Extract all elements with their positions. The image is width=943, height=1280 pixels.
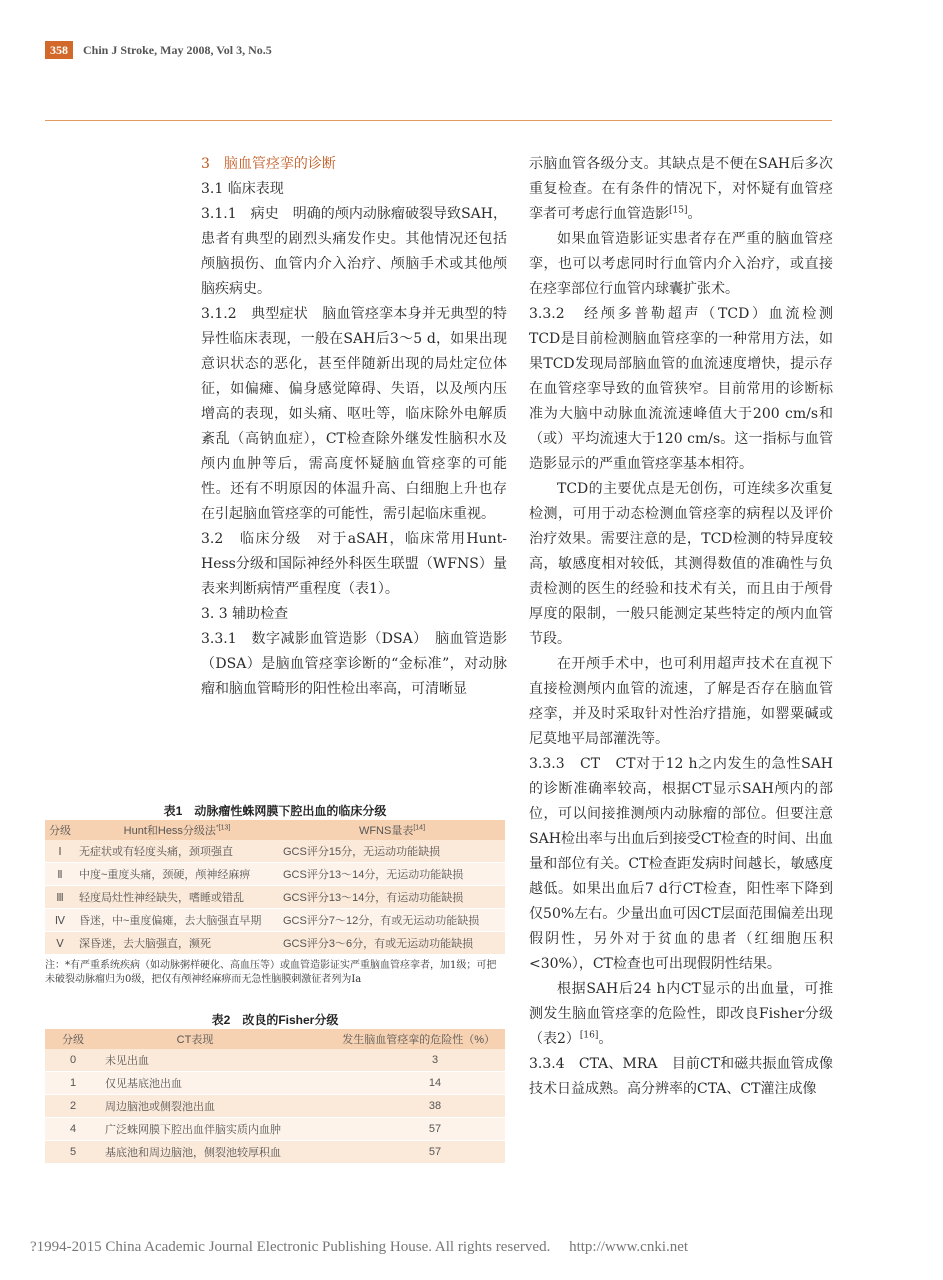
table-cell: Ⅱ [45, 863, 75, 886]
table-cell: 3 [289, 1049, 505, 1072]
table-1-grid [45, 820, 505, 955]
table-2 [45, 1011, 505, 1164]
table-cell: 38 [289, 1095, 505, 1118]
table-cell: 仅见基底池出血 [101, 1072, 289, 1095]
para-tcd-advantages: TCD的主要优点是无创伤，可连续多次重复检测，可用于动态检测血管痉挛的病程以及评价治疗效果。需要注意的是，TCD检测的特异度较高，敏感度相对较低，其测得数值的准确性与负责检测的医生的经验和技术有关，而且由于颅骨厚度的限制，一般只能测定某些特定的颅内血管节段。 [529, 481, 833, 647]
table-row [45, 1072, 505, 1095]
table-cell: 中度~重度头痛，颈硬，颅神经麻痹 [75, 863, 279, 886]
table-cell: 57 [289, 1118, 505, 1141]
ref-16: [16] [579, 1030, 599, 1041]
table-cell: 0 [45, 1049, 101, 1072]
table-cell: GCS评分3～6分，有或无运动功能缺损 [279, 932, 505, 955]
table-cell: 无症状或有轻度头痛，颈项强直 [75, 840, 279, 863]
para-3-3-1: 3.3.1 数字减影血管造影（DSA） 脑血管造影（DSA）是脑血管痉挛诊断的“金标准”，对动脉瘤和脑血管畸形的阳性检出率高，可清晰显 [201, 631, 507, 697]
table-1-note: 注：*有严重系统疾病（如动脉粥样硬化、高血压等）或血管造影证实严重脑血管痉挛者，加1级；可把未破裂动脉瘤归为0级，把仅有颅神经麻痹而无急性脑膜刺激征者列为Ⅰa [45, 960, 497, 985]
table-cell: 深昏迷，去大脑强直，濒死 [75, 932, 279, 955]
table-row [45, 1095, 505, 1118]
para-fisher: 根据SAH后24 h内CT显示的出血量，可推测发生脑血管痉挛的危险性，即改良Fisher分级（表2）[16]。 [529, 981, 833, 1047]
table-cell: 14 [289, 1072, 505, 1095]
table-cell: 广泛蛛网膜下腔出血伴脑实质内血肿 [101, 1118, 289, 1141]
table-cell: 基底池和周边脑池，侧裂池较厚积血 [101, 1141, 289, 1164]
para-3-3-3: 3.3.3 CT CT对于12 h之内发生的急性SAH的诊断准确率较高，根据CT显示SAH颅内的部位，可以间接推测颅内动脉瘤的部位。但要注意SAH检出率与出血后到接受CT检查的时间、出血量和部位有关。CT检查距发病时间越长，敏感度越低。如果出血后7 d行CT检查，阳性率下降到仅50%左右。少量出血可因CT层面范围偏差出现假阴性，另外对于贫血的患者（红细胞压积<30%），CT检查也可出现假阴性结果。 [529, 756, 833, 972]
table-cell: 未见出血 [101, 1049, 289, 1072]
table-1-title: 表1 动脉瘤性蛛网膜下腔出血的临床分级 [163, 804, 387, 818]
header-rule [45, 120, 832, 121]
table-cell: 周边脑池或侧裂池出血 [101, 1095, 289, 1118]
table-1-header-grade: 分级 [45, 820, 75, 840]
table-row [45, 840, 505, 863]
table-2-header-grade: 分级 [45, 1029, 101, 1049]
para-angiography: 如果血管造影证实患者存在严重的脑血管痉挛，也可以考虑同时行血管内介入治疗，或直接在痉挛部位行血管内球囊扩张术。 [529, 231, 833, 297]
right-column [529, 152, 847, 1102]
table-row [45, 1118, 505, 1141]
para-3-2: 3.2 临床分级 对于aSAH，临床常用Hunt-Hess分级和国际神经外科医生联盟（WFNS）量表来判断病情严重程度（表1）。 [201, 531, 507, 597]
page-number: 358 [45, 41, 73, 59]
copyright-footer: ?1994-2015 China Academic Journal Electronic Publishing House. All rights reserved. http://www.cnki.net [30, 1239, 689, 1255]
para-3-1-1: 3.1.1 病史 明确的颅内动脉瘤破裂导致SAH，患者有典型的剧烈头痛发作史。其他情况还包括颅脑损伤、血管内介入治疗、颅脑手术或其他颅脑疾病史。 [201, 206, 507, 297]
table-2-header-ct: CT表现 [101, 1029, 289, 1049]
table-cell: 57 [289, 1141, 505, 1164]
table-cell: 5 [45, 1141, 101, 1164]
section-3-3-title: 3. 3 辅助检查 [201, 606, 289, 622]
table-cell: 2 [45, 1095, 101, 1118]
section-3-title: 3 脑血管痉挛的诊断 [201, 156, 336, 172]
table-1-header-hunt-hess: Hunt和Hess分级法$^{*[13]}$ [75, 820, 279, 840]
table-cell: 4 [45, 1118, 101, 1141]
table-row [45, 1049, 505, 1072]
table-row [45, 886, 505, 909]
table-cell: GCS评分13～14分，无运动功能缺损 [279, 863, 505, 886]
table-2-grid [45, 1029, 505, 1164]
table-cell: 轻度局灶性神经缺失，嗜睡或错乱 [75, 886, 279, 909]
table-cell: GCS评分7～12分，有或无运动功能缺损 [279, 909, 505, 932]
table-1-header-wfns: WFNS量表[14] [279, 820, 505, 840]
journal-citation: Chin J Stroke, May 2008, Vol 3, No.5 [83, 42, 272, 57]
table-cell: Ⅳ [45, 909, 75, 932]
table-row [45, 863, 505, 886]
para-3-3-2: 3.3.2 经颅多普勒超声（TCD）血流检测 TCD是目前检测脑血管痉挛的一种常用方法，如果TCD发现局部脑血管的血流速度增快，提示存在血管痉挛导致的血管狭窄。目前常用的诊断标准为大脑中动脉血流流速峰值大于200 cm/s和（或）平均流速大于120 cm/s。这一指标与血管造影显示的严重血管痉挛基本相符。 [529, 306, 847, 472]
para-intraop-ultrasound: 在开颅手术中，也可利用超声技术在直视下直接检测颅内血管的流速，了解是否存在脑血管痉挛，并及时采取针对性治疗措施，如罂粟碱或尼莫地平局部灌洗等。 [529, 656, 833, 747]
table-row [45, 932, 505, 955]
ref-15: [15] [669, 205, 688, 216]
table-cell: Ⅴ [45, 932, 75, 955]
table-row [45, 909, 505, 932]
table-cell: Ⅰ [45, 840, 75, 863]
table-cell: 昏迷，中~重度偏瘫，去大脑强直早期 [75, 909, 279, 932]
page-header [45, 40, 272, 60]
table-cell: Ⅲ [45, 886, 75, 909]
table-cell: 1 [45, 1072, 101, 1095]
section-3-1-title: 3.1 临床表现 [201, 181, 284, 197]
para-dsa-cont: 示脑血管各级分支。其缺点是不便在SAH后多次重复检查。在有条件的情况下，对怀疑有血管痉挛者可考虑行血管造影[15]。 [529, 156, 833, 222]
para-3-3-4: 3.3.4 CTA、MRA 目前CT和磁共振血管成像技术日益成熟。高分辨率的CTA、CT灌注成像 [529, 1056, 833, 1097]
para-3-1-2: 3.1.2 典型症状 脑血管痉挛本身并无典型的特异性临床表现，一般在SAH后3～5 d，如果出现意识状态的恶化，甚至伴随新出现的局灶定位体征，如偏瘫、偏身感觉障碍、失语，以及颅内压增高的表现，如头痛、呕吐等，临床除外电解质紊乱（高钠血症），CT检查除外继发性脑积水及颅内血肿等后，需高度怀疑脑血管痉挛的可能性。还有不明原因的体温升高、白细胞上升也存在引起脑血管痉挛的可能性，需引起临床重视。 [201, 306, 507, 522]
table-1 [45, 802, 505, 987]
table-row [45, 1141, 505, 1164]
table-cell: GCS评分15分，无运动功能缺损 [279, 840, 505, 863]
table-2-title: 表2 改良的Fisher分级 [211, 1013, 339, 1027]
table-cell: GCS评分13～14分，有运动功能缺损 [279, 886, 505, 909]
table-2-header-row [45, 1029, 505, 1049]
left-column [201, 152, 507, 702]
table-1-header-row [45, 820, 505, 840]
table-2-header-risk: 发生脑血管痉挛的危险性（%） [289, 1029, 505, 1049]
